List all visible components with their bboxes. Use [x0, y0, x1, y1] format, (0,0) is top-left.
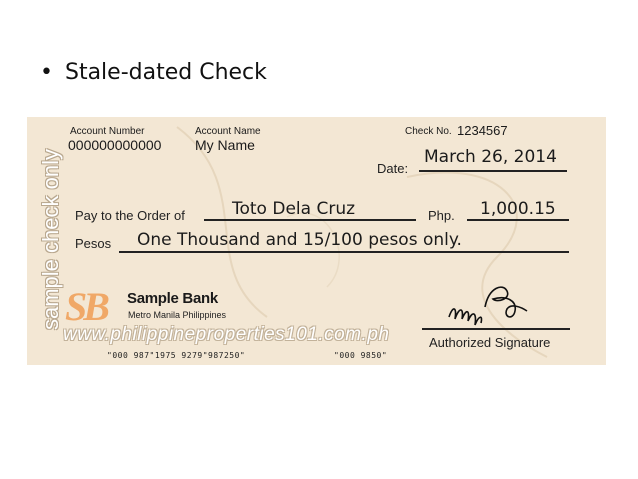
amount-line [467, 219, 569, 221]
date-line [419, 170, 567, 172]
bank-name: Sample Bank [127, 290, 218, 307]
payee-line [204, 219, 416, 221]
micr-line-1: "000 987"1975 9279"987250" [107, 351, 246, 360]
account-name-label: Account Name [195, 126, 261, 137]
signature [437, 277, 537, 332]
date-value: March 26, 2014 [424, 147, 557, 167]
slide-title [40, 60, 267, 85]
payee-name: Toto Dela Cruz [232, 199, 356, 219]
check-no-label: Check No. [405, 126, 452, 137]
amount-in-words: One Thousand and 15/100 pesos only. [137, 230, 462, 250]
amount-figure: 1,000.15 [480, 199, 556, 219]
pay-to-label: Pay to the Order of [75, 208, 185, 223]
account-number-label: Account Number [70, 126, 145, 137]
date-label: Date: [377, 161, 409, 176]
bank-location: Metro Manila Philippines [128, 310, 227, 320]
account-name: My Name [195, 137, 255, 153]
bank-logo: SB [65, 284, 106, 329]
bullet: • [40, 60, 53, 85]
pesos-label: Pesos [75, 236, 112, 251]
signature-label: Authorized Signature [429, 335, 551, 350]
account-number: 000000000000 [68, 137, 162, 153]
check-image [27, 117, 606, 365]
sample-check-side-text: sample check only [38, 149, 63, 330]
check-no: 1234567 [457, 123, 508, 138]
words-line [119, 251, 569, 253]
signature-line [422, 328, 570, 330]
slide-title-text: Stale-dated Check [64, 60, 267, 85]
watermark-url: www.philippineproperties101.com.ph [63, 324, 390, 345]
currency-label: Php. [428, 208, 455, 223]
micr-line-2: "000 9850" [334, 351, 388, 360]
